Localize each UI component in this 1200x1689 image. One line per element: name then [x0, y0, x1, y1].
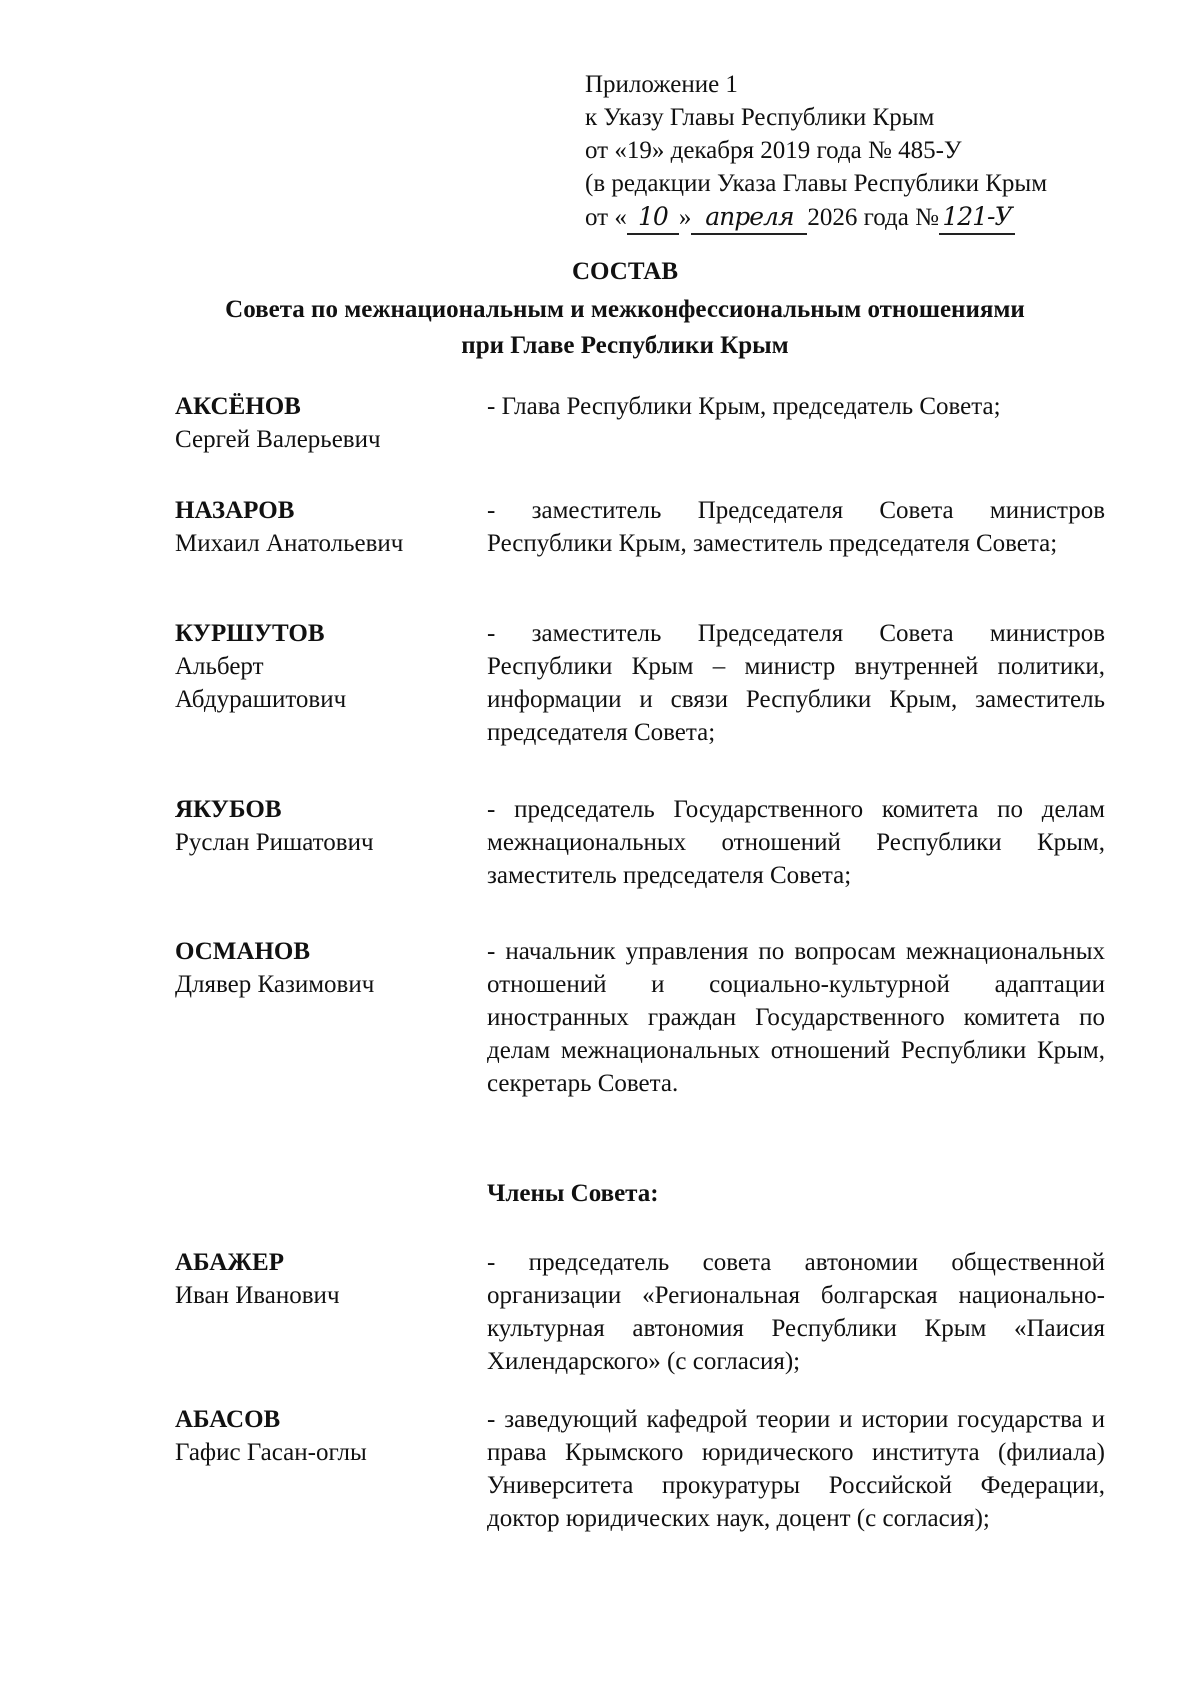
member-role: - заместитель Председателя Совета министров Республики Крым – министр внутренней политики, информации и связи Республики Крым, заместитель председателя Совета;	[487, 620, 1105, 746]
appendix-line-3: от «19» декабря 2019 года № 485-У	[585, 137, 962, 164]
member-given-name: Альберт Абдурашитович	[175, 653, 347, 713]
member-given-name: Иван Иванович	[175, 1282, 340, 1309]
member-role: - Глава Республики Крым, председатель Совета;	[487, 393, 1001, 420]
member-name	[175, 1403, 475, 1469]
member-given-name: Сергей Валерьевич	[175, 426, 381, 453]
member-role: - заместитель Председателя Совета министров Республики Крым, заместитель председателя Совета;	[487, 497, 1105, 557]
member-given-name: Длявер Казимович	[175, 971, 375, 998]
member-name	[175, 617, 475, 716]
member-surname: АКСЁНОВ	[175, 393, 301, 420]
members-heading: Члены Совета:	[487, 1180, 659, 1207]
member-surname: АБАСОВ	[175, 1406, 281, 1433]
appendix-line-5-year: 2026 года №	[807, 204, 939, 231]
appendix-line-5-prefix: от «	[585, 204, 627, 231]
member-given-name: Михаил Анатольевич	[175, 530, 404, 557]
member-role: - заведующий кафедрой теории и истории государства и права Крымского юридического института (филиала) Университета прокуратуры Российской Федерации, доктор юридических наук, доцент (с согласия);	[487, 1406, 1105, 1532]
member-surname: ОСМАНОВ	[175, 938, 311, 965]
handwritten-day: 10	[627, 200, 679, 235]
member-role: - председатель Государственного комитета по делам межнациональных отношений Республики Крым, заместитель председателя Совета;	[487, 796, 1105, 889]
member-given-name: Руслан Ришатович	[175, 829, 374, 856]
document-subtitle-1: Совета по межнациональным и межконфессиональным отношениями	[225, 296, 1025, 323]
member-surname: АБАЖЕР	[175, 1249, 284, 1276]
handwritten-month: апреля	[691, 200, 807, 235]
member-role: - председатель совета автономии общественной организации «Региональная болгарская национально-культурная автономия Республики Крым «Паисия Хилендарского» (с согласия);	[487, 1249, 1105, 1375]
member-name	[175, 390, 475, 456]
member-name	[175, 793, 475, 859]
member-role: - начальник управления по вопросам межнациональных отношений и социально-культурной адаптации иностранных граждан Государственного комитета по делам межнациональных отношений Республики Крым, секретарь Совета.	[487, 938, 1105, 1097]
document-subtitle-2: при Главе Республики Крым	[461, 332, 789, 359]
appendix-header	[585, 68, 1047, 235]
member-surname: КУРШУТОВ	[175, 620, 325, 647]
appendix-line-4: (в редакции Указа Главы Республики Крым	[585, 170, 1048, 197]
member-name	[175, 1246, 475, 1312]
member-name	[175, 494, 475, 560]
document-title: СОСТАВ	[571, 258, 679, 285]
handwritten-decree-number: 121-У	[939, 200, 1015, 235]
appendix-line-1: Приложение 1	[585, 71, 738, 98]
appendix-line-5	[585, 200, 1047, 235]
member-name	[175, 935, 475, 1001]
member-surname: ЯКУБОВ	[175, 796, 282, 823]
member-given-name: Гафис Гасан-оглы	[175, 1439, 367, 1466]
appendix-line-2: к Указу Главы Республики Крым	[585, 104, 935, 131]
member-surname: НАЗАРОВ	[175, 497, 295, 524]
appendix-line-5-sep: »	[678, 204, 692, 231]
